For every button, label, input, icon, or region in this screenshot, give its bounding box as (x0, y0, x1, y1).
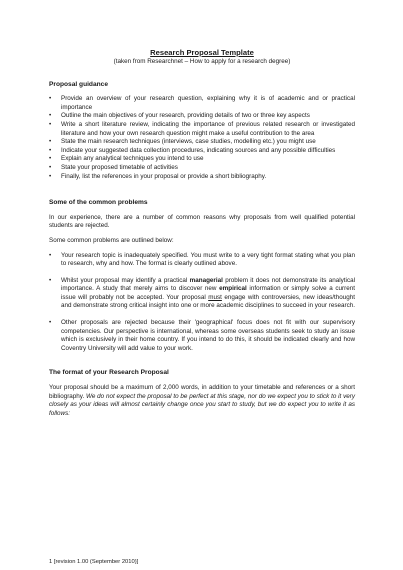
problems-list (49, 252, 355, 354)
list-item: • Your research topic is inadequately specified. You must write to a very tight format stating what you plan to research, why and how. The format is clearly outlined above. (49, 252, 355, 269)
document-subtitle: (taken from Researchnet – How to apply for a research degree) (113, 58, 291, 65)
list-item: • Indicate your suggested data collection procedures, indicating sources and any possible difficulties (49, 147, 355, 156)
problems-outline: Some common problems are outlined below: (49, 236, 174, 244)
list-item: • Finally, list the references in your proposal or provide a short bibliography. (49, 173, 355, 182)
list-item: • Other proposals are rejected because their 'geographical' focus does not fit with our supervisory competencies. Our perspective is international, whereas some overseas students seek to study an issue which is exclusively in their home country. If you intend to do this, it should be indicated clearly and how Coventry University will add value to your work. (49, 319, 355, 353)
page-footer: 1 [revision 1.00 (September 2010)] (49, 559, 139, 565)
problems-heading: Some of the common problems (49, 199, 148, 207)
guidance-list (49, 95, 355, 181)
list-item: • Write a short literature review, indicating the importance of previous related research or investigated literature and how your own research question might make a useful contribution to the area (49, 121, 355, 138)
document-title: Research Proposal Template (150, 48, 254, 57)
list-item: • Provide an overview of your research question, explaining why it is of academic and or practical importance (49, 95, 355, 112)
format-heading: The format of your Research Proposal (49, 369, 169, 377)
format-paragraph: Your proposal should be a maximum of 2,000 words, in addition to your timetable and references or a short bibliography. We do not expect the proposal to be perfect at this stage, nor do we expect you to stick to it very closely as your ideas will almost certainly change once you start to study, but we do expect you to write it as follows: (49, 384, 356, 417)
emphasis-managerial: managerial (189, 276, 223, 284)
emphasis-empirical: empirical (219, 285, 247, 293)
emphasis-must: must (208, 293, 222, 301)
problems-intro: In our experience, there are a number of common reasons why proposals from well qualified potential students are rejected. (49, 213, 355, 230)
list-item: • Explain any analytical techniques you intend to use (49, 155, 355, 164)
list-item: • State your proposed timetable of activities (49, 164, 355, 173)
guidance-heading: Proposal guidance (49, 80, 108, 88)
list-item: • State the main research techniques (interviews, case studies, modelling etc.) you might use (49, 138, 355, 147)
list-item: • Outline the main objectives of your research, providing details of two or three key aspects (49, 112, 355, 121)
list-item: • Whilst your proposal may identify a practical managerial problem it does not demonstrate its analytical importance. A study that merely aims to discover new empirical information or simply solve a current issue will probably not be accepted. Your proposal must engage with controversies, new ideas/thought and demonstrate strong critical insight into one or more academic disciplines to succeed in your research. (49, 277, 355, 311)
